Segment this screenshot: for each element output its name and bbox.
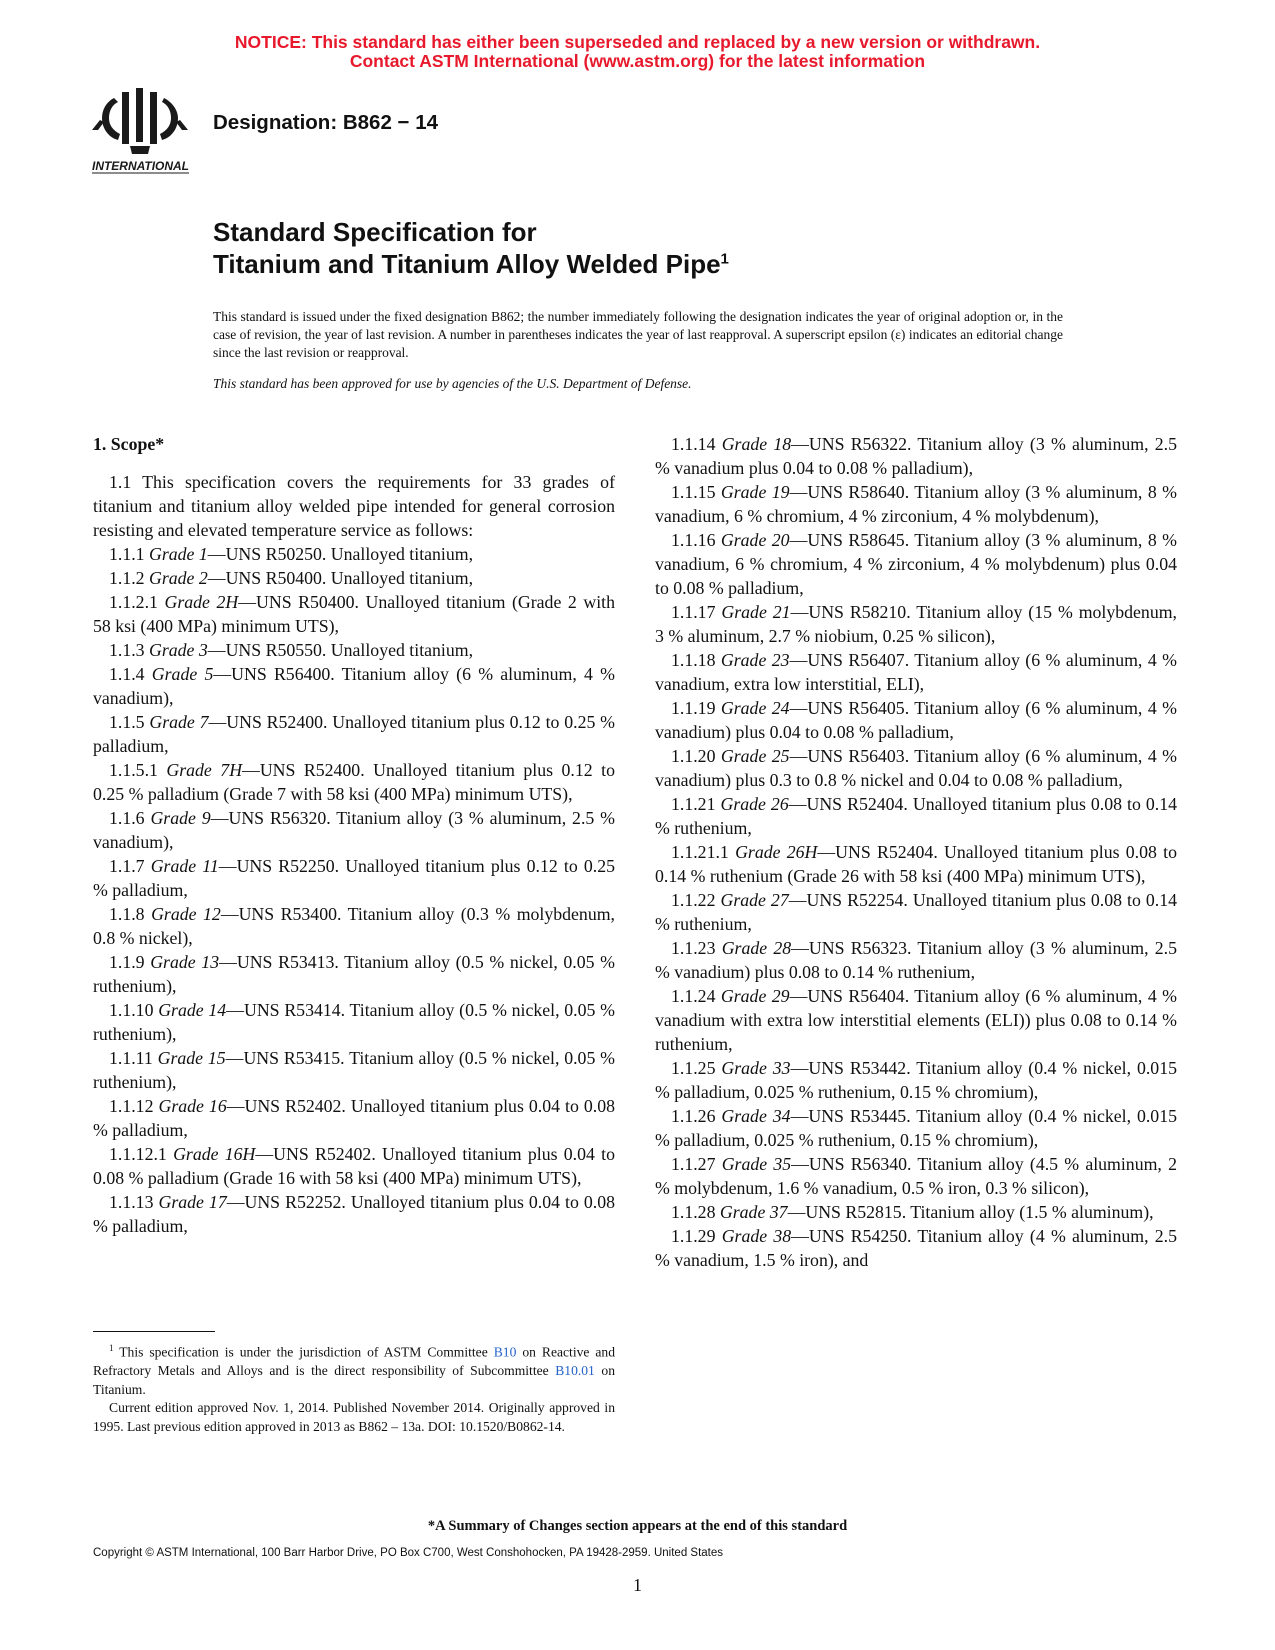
item-number: 1.1.28 xyxy=(671,1202,716,1222)
spec-item xyxy=(93,902,615,950)
spec-item xyxy=(655,1056,1177,1104)
committee-link[interactable]: B10 xyxy=(493,1344,517,1360)
item-number: 1.1.2.1 xyxy=(109,592,158,612)
item-number: 1.1.27 xyxy=(671,1154,716,1174)
spec-item xyxy=(655,936,1177,984)
item-grade: Grade 25 xyxy=(720,746,790,766)
item-number: 1.1.11 xyxy=(109,1048,153,1068)
item-number: 1.1.23 xyxy=(671,938,716,958)
footnotes xyxy=(93,1339,615,1436)
spec-item xyxy=(655,528,1177,600)
left-column xyxy=(93,432,615,1238)
spec-item xyxy=(93,566,615,590)
item-text: —UNS R53414. Titanium alloy (0.5 % nickel, 0.05 % ruthenium), xyxy=(93,1000,615,1044)
section-heading: 1. Scope* xyxy=(93,434,165,454)
item-number: 1.1.16 xyxy=(671,530,716,550)
item-number: 1.1.2 xyxy=(109,568,145,588)
spec-item xyxy=(655,1224,1177,1272)
item-text: —UNS R52252. Unalloyed titanium plus 0.04 to 0.08 % palladium, xyxy=(93,1192,615,1236)
item-text: —UNS R56403. Titanium alloy (6 % aluminum, 4 % vanadium) plus 0.3 to 0.8 % nickel and 0.04 to 0.08 % palladium, xyxy=(655,746,1177,790)
item-grade: Grade 34 xyxy=(721,1106,791,1126)
item-number: 1.1.12 xyxy=(109,1096,154,1116)
item-text: —UNS R58640. Titanium alloy (3 % aluminum, 8 % vanadium, 6 % chromium, 4 % zirconium, 4 % molybdenum), xyxy=(655,482,1177,526)
item-grade: Grade 14 xyxy=(158,1000,227,1020)
item-text: —UNS R50550. Unalloyed titanium, xyxy=(207,640,474,660)
footnote-mark: 1 xyxy=(109,1343,114,1353)
summary-note: *A Summary of Changes section appears at the end of this standard xyxy=(427,1518,848,1534)
item-text: —UNS R56400. Titanium alloy (6 % aluminum, 4 % vanadium), xyxy=(93,664,615,708)
item-text: —UNS R58645. Titanium alloy (3 % aluminum, 8 % vanadium, 6 % chromium, 4 % zirconium, 4 % molybdenum) plus 0.04 to 0.08 % palladium, xyxy=(655,530,1177,598)
item-text: —UNS R56320. Titanium alloy (3 % aluminum, 2.5 % vanadium), xyxy=(93,808,615,852)
item-number: 1.1.15 xyxy=(671,482,716,502)
item-number: 1.1.18 xyxy=(671,650,716,670)
item-text: —UNS R53400. Titanium alloy (0.3 % molybdenum, 0.8 % nickel), xyxy=(93,904,615,948)
item-number: 1.1.1 xyxy=(109,544,145,564)
item-grade: Grade 26 xyxy=(720,794,789,814)
item-text: —UNS R56323. Titanium alloy (3 % aluminum, 2.5 % vanadium) plus 0.08 to 0.14 % ruthenium, xyxy=(655,938,1177,982)
copyright: Copyright © ASTM International, 100 Barr Harbor Drive, PO Box C700, West Conshohocken, PA 19428-2959. United States xyxy=(93,1547,724,1559)
spec-item xyxy=(655,888,1177,936)
spec-item xyxy=(655,696,1177,744)
footnote-text-a: This specification is under the jurisdiction of ASTM Committee xyxy=(119,1344,494,1360)
item-text: —UNS R52404. Unalloyed titanium plus 0.08 to 0.14 % ruthenium, xyxy=(655,794,1177,838)
page-number: 1 xyxy=(633,1575,642,1595)
item-text: —UNS R52402. Unalloyed titanium plus 0.04 to 0.08 % palladium, xyxy=(93,1096,615,1140)
item-grade: Grade 2H xyxy=(164,592,239,612)
item-text: —UNS R56340. Titanium alloy (4.5 % aluminum, 2 % molybdenum, 1.6 % vanadium, 0.5 % iron, 0.3 % silicon), xyxy=(655,1154,1177,1198)
item-text: —UNS R50400. Unalloyed titanium, xyxy=(207,568,474,588)
item-number: 1.1.22 xyxy=(671,890,716,910)
item-text: —UNS R58210. Titanium alloy (15 % molybdenum, 3 % aluminum, 2.7 % niobium, 0.25 % silicon), xyxy=(655,602,1177,646)
item-grade: Grade 20 xyxy=(720,530,790,550)
footnote-text-b: on Reactive and Refractory Metals and Alloys and is the direct responsibility of Subcommittee xyxy=(93,1344,616,1379)
item-number: 1.1.24 xyxy=(671,986,716,1006)
item-number: 1.1.19 xyxy=(671,698,716,718)
spec-item xyxy=(93,1190,615,1238)
item-grade: Grade 21 xyxy=(721,602,791,622)
spec-item xyxy=(93,806,615,854)
item-grade: Grade 38 xyxy=(721,1226,792,1246)
item-text: —UNS R56407. Titanium alloy (6 % aluminum, 4 % vanadium, extra low interstitial, ELI), xyxy=(655,650,1177,694)
spec-item xyxy=(655,1200,1177,1224)
item-grade: Grade 16H xyxy=(173,1144,256,1164)
item-text: —UNS R56404. Titanium alloy (6 % aluminum, 4 % vanadium with extra low interstitial elements (ELI)) plus 0.08 to 0.14 % ruthenium, xyxy=(655,986,1177,1054)
title-line-2 xyxy=(213,248,729,280)
item-number: 1.1.10 xyxy=(109,1000,154,1020)
footnote-text-c: on Titanium. xyxy=(93,1363,615,1397)
item-grade: Grade 15 xyxy=(157,1048,226,1068)
scope-intro: 1.1 This specification covers the requirements for 33 grades of titanium and titanium alloy welded pipe intended for general corrosion resisting and elevated temperature service as follows: xyxy=(93,472,615,540)
spec-item xyxy=(655,432,1177,480)
item-grade: Grade 11 xyxy=(150,856,219,876)
item-number: 1.1.20 xyxy=(671,746,716,766)
item-text: —UNS R50400. Unalloyed titanium (Grade 2 with 58 ksi (400 MPa) minimum UTS), xyxy=(93,592,615,636)
spec-item xyxy=(93,638,615,662)
item-number: 1.1.7 xyxy=(109,856,145,876)
item-text: —UNS R50250. Unalloyed titanium, xyxy=(207,544,474,564)
item-grade: Grade 18 xyxy=(721,434,792,454)
item-number: 1.1.5.1 xyxy=(109,760,158,780)
item-text: —UNS R53413. Titanium alloy (0.5 % nickel, 0.05 % ruthenium), xyxy=(93,952,615,996)
item-grade: Grade 7 xyxy=(149,712,209,732)
item-grade: Grade 9 xyxy=(150,808,211,828)
notice-line-2: Contact ASTM International (www.astm.org) for the latest information xyxy=(349,51,926,71)
subcommittee-link[interactable]: B10.01 xyxy=(555,1363,595,1379)
item-text: —UNS R53442. Titanium alloy (0.4 % nickel, 0.015 % palladium, 0.025 % ruthenium, 0.15 % chromium), xyxy=(655,1058,1177,1102)
item-grade: Grade 23 xyxy=(720,650,790,670)
footnote-1 xyxy=(93,1339,615,1399)
withdrawal-notice xyxy=(0,33,1275,71)
item-number: 1.1.3 xyxy=(109,640,145,660)
item-text: —UNS R52400. Unalloyed titanium plus 0.12 to 0.25 % palladium (Grade 7 with 58 ksi (400 MPa) minimum UTS), xyxy=(93,760,615,804)
designation: Designation: B862 − 14 xyxy=(213,111,439,134)
spec-item xyxy=(93,950,615,998)
item-grade: Grade 1 xyxy=(149,544,208,564)
item-text: —UNS R52400. Unalloyed titanium plus 0.12 to 0.25 % palladium, xyxy=(93,712,615,756)
left-item-list xyxy=(93,542,615,1238)
item-number: 1.1.29 xyxy=(671,1226,716,1246)
spec-item xyxy=(93,758,615,806)
spec-item xyxy=(655,1104,1177,1152)
item-grade: Grade 5 xyxy=(151,664,214,684)
title-line-1: Standard Specification for xyxy=(213,217,537,247)
spec-item xyxy=(655,1152,1177,1200)
item-number: 1.1.4 xyxy=(109,664,145,684)
item-grade: Grade 27 xyxy=(720,890,789,910)
item-number: 1.1.13 xyxy=(109,1192,154,1212)
spec-item xyxy=(93,710,615,758)
item-grade: Grade 2 xyxy=(149,568,208,588)
notice-line-1: NOTICE: This standard has either been superseded and replaced by a new version or withdrawn. xyxy=(234,32,1041,52)
item-text: —UNS R52250. Unalloyed titanium plus 0.12 to 0.25 % palladium, xyxy=(93,856,615,900)
item-number: 1.1.12.1 xyxy=(109,1144,167,1164)
spec-item xyxy=(93,662,615,710)
item-number: 1.1.25 xyxy=(671,1058,716,1078)
item-number: 1.1.14 xyxy=(671,434,716,454)
spec-item xyxy=(655,792,1177,840)
item-grade: Grade 24 xyxy=(720,698,790,718)
footnote-edition: Current edition approved Nov. 1, 2014. Published November 2014. Originally approved in 1995. Last previous edition approved in 2013 as B862 – 13a. DOI: 10.1520/B0862-14. xyxy=(93,1400,615,1434)
spec-item xyxy=(93,1142,615,1190)
item-grade: Grade 35 xyxy=(721,1154,792,1174)
spec-item xyxy=(93,998,615,1046)
item-grade: Grade 3 xyxy=(149,640,208,660)
spec-item xyxy=(655,744,1177,792)
item-number: 1.1.9 xyxy=(109,952,145,972)
item-grade: Grade 26H xyxy=(735,842,818,862)
right-item-list xyxy=(655,432,1177,1272)
footnote-divider xyxy=(93,1331,215,1332)
preamble: This standard is issued under the fixed designation B862; the number immediately following the designation indicates the year of original adoption or, in the case of revision, the year of last revision. A number in parentheses indicates the year of last reapproval. A superscript epsilon (ε) indicates an editorial change since the last revision or reapproval. xyxy=(213,309,1063,360)
item-text: —UNS R52254. Unalloyed titanium plus 0.08 to 0.14 % ruthenium, xyxy=(655,890,1177,934)
item-text: —UNS R53415. Titanium alloy (0.5 % nickel, 0.05 % ruthenium), xyxy=(93,1048,615,1092)
item-number: 1.1.6 xyxy=(109,808,145,828)
item-grade: Grade 13 xyxy=(150,952,220,972)
item-grade: Grade 16 xyxy=(158,1096,227,1116)
item-grade: Grade 33 xyxy=(721,1058,791,1078)
spec-item xyxy=(93,542,615,566)
item-grade: Grade 12 xyxy=(151,904,221,924)
item-number: 1.1.17 xyxy=(671,602,716,622)
item-number: 1.1.26 xyxy=(671,1106,716,1126)
item-text: —UNS R52815. Titanium alloy (1.5 % aluminum), xyxy=(787,1202,1154,1222)
defense-note: This standard has been approved for use by agencies of the U.S. Department of Defense. xyxy=(213,376,692,391)
item-text: —UNS R52404. Unalloyed titanium plus 0.08 to 0.14 % ruthenium (Grade 26 with 58 ksi (400 MPa) minimum UTS), xyxy=(655,842,1177,886)
item-grade: Grade 19 xyxy=(720,482,790,502)
item-text: —UNS R54250. Titanium alloy (4 % aluminum, 2.5 % vanadium, 1.5 % iron), and xyxy=(655,1226,1177,1270)
title-line-2-text: Titanium and Titanium Alloy Welded Pipe xyxy=(213,249,721,279)
spec-item xyxy=(93,1094,615,1142)
item-text: —UNS R56405. Titanium alloy (6 % aluminum, 4 % vanadium) plus 0.04 to 0.08 % palladium, xyxy=(655,698,1177,742)
item-number: 1.1.21 xyxy=(671,794,716,814)
item-text: —UNS R53445. Titanium alloy (0.4 % nickel, 0.015 % palladium, 0.025 % ruthenium, 0.15 % chromium), xyxy=(655,1106,1177,1150)
document-title xyxy=(213,216,729,280)
spec-item xyxy=(655,600,1177,648)
right-column xyxy=(655,432,1177,1272)
item-number: 1.1.8 xyxy=(109,904,145,924)
logo-wordmark: INTERNATIONAL xyxy=(92,161,189,173)
spec-item xyxy=(655,480,1177,528)
astm-logo xyxy=(92,84,196,176)
item-grade: Grade 7H xyxy=(166,760,243,780)
item-number: 1.1.21.1 xyxy=(671,842,729,862)
spec-item xyxy=(655,648,1177,696)
spec-item xyxy=(93,590,615,638)
item-grade: Grade 17 xyxy=(158,1192,227,1212)
item-text: —UNS R56322. Titanium alloy (3 % aluminum, 2.5 % vanadium plus 0.04 to 0.08 % palladium), xyxy=(655,434,1177,478)
spec-item xyxy=(93,854,615,902)
item-grade: Grade 37 xyxy=(719,1202,788,1222)
item-number: 1.1.5 xyxy=(109,712,145,732)
item-grade: Grade 29 xyxy=(720,986,790,1006)
spec-item xyxy=(655,840,1177,888)
item-grade: Grade 28 xyxy=(721,938,792,958)
spec-item xyxy=(655,984,1177,1056)
title-footnote-mark: 1 xyxy=(720,250,729,268)
spec-item xyxy=(93,1046,615,1094)
item-text: —UNS R52402. Unalloyed titanium plus 0.04 to 0.08 % palladium (Grade 16 with 58 ksi (400 MPa) minimum UTS), xyxy=(93,1144,615,1188)
